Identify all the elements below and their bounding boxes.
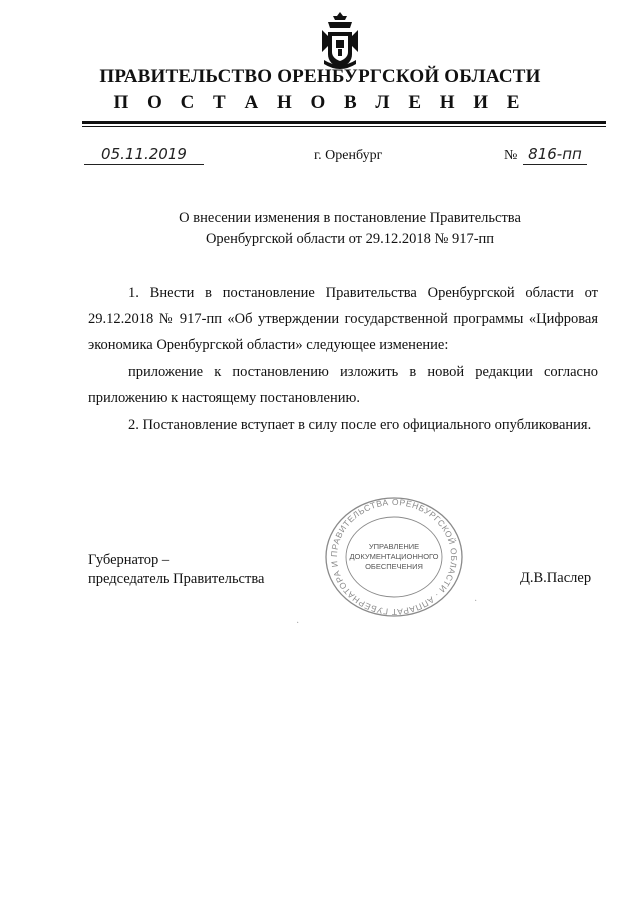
document-subject (120, 208, 580, 250)
header-rule-thin (82, 126, 606, 127)
stamp-caption-line-1: УПРАВЛЕНИЕ (368, 542, 420, 551)
body-paragraph-3: 2. Постановление вступает в силу после его официального опубликования. (128, 417, 592, 433)
document-city: г. Оренбург (314, 148, 383, 163)
scan-artifact: · (296, 618, 300, 629)
header-rule-thick (82, 121, 606, 124)
organization-title: ПРАВИТЕЛЬСТВО ОРЕНБУРГСКОЙ ОБЛАСТИ (99, 66, 541, 87)
signatory-position-line-1: Губернатор – (88, 552, 170, 568)
document-date: 05.11.2019 (84, 144, 204, 165)
coat-of-arms-icon (316, 10, 364, 72)
body-paragraph-1: 1. Внести в постановление Правительства Оренбургской области от 29.12.2018 № 917-пп «Об утверждении государственной программы «Цифровая экономика Оренбургской области» следующее изменение: (88, 285, 598, 353)
document-number-label: № (504, 148, 518, 163)
document-number: 816-пп (523, 144, 587, 165)
stamp-caption-line-3: ОБЕСПЕЧЕНИЯ (365, 562, 423, 571)
signatory-position-line-2: председатель Правительства (88, 571, 265, 587)
subject-line-2: Оренбургской области от 29.12.2018 № 917-пп (205, 231, 495, 247)
stamp-ring-text: ПРАВИТЕЛЬСТВА ОРЕНБУРГСКОЙ ОБЛАСТИ · АППАРАТ ГУБЕРНАТОРА И (328, 496, 460, 618)
scan-artifact: · (474, 596, 478, 607)
document-type: П О С Т А Н О В Л Е Н И Е (113, 92, 527, 113)
subject-line-1: О внесении изменения в постановление Правительства (179, 210, 521, 226)
signatory-name: Д.В.Паслер (520, 570, 592, 586)
signatory-position (88, 551, 264, 589)
stamp-caption (340, 542, 448, 572)
stamp-caption-line-2: ДОКУМЕНТАЦИОННОГО (349, 552, 439, 561)
body-paragraph-2: приложение к постановлению изложить в новой редакции согласно приложению к настоящему постановлению. (88, 364, 598, 406)
